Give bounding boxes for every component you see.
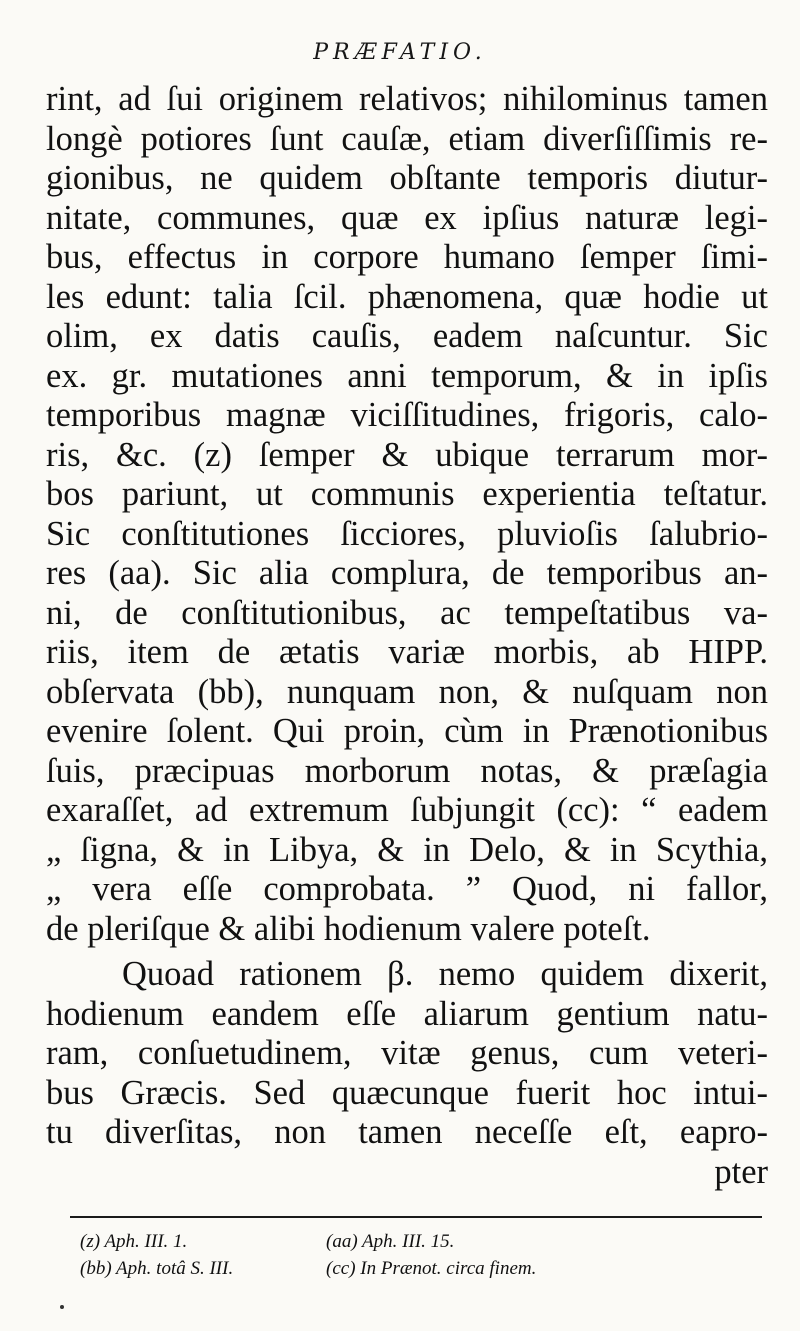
text-line: ris, &c. (z) ſemper & ubique terrarum mor- (46, 435, 768, 474)
footnote-right: (cc) In Prænot. circa finem. (326, 1258, 537, 1279)
footnotes (80, 1228, 760, 1282)
footnote-left: (z) Aph. III. 1. (80, 1231, 188, 1252)
text-line: gionibus, ne quidem obſtante temporis diutur- (46, 159, 768, 197)
text-line: nitate, communes, quæ ex ipſius naturæ legi- (46, 198, 768, 237)
text-line: longè potiores ſunt cauſæ, etiam diverſiſſimis re- (46, 119, 768, 158)
text-line: res (aa). Sic alia complura, de temporibus an- (46, 554, 768, 592)
text-line: „ vera eſſe comprobata. ” Quod, ni fallor, (46, 870, 768, 908)
running-head: PRÆFATIO. (313, 40, 487, 65)
text-line: hodienum eandem eſſe aliarum gentium natu- (46, 994, 768, 1033)
text-line: ſuis, præcipuas morborum notas, & præſagia (46, 751, 768, 790)
text-line: les edunt: talia ſcil. phænomena, quæ hodie ut (46, 277, 768, 316)
footnote-row (80, 1228, 760, 1255)
text-line: Quoad rationem β. nemo quidem dixerit, (122, 955, 768, 993)
text-line: tu diverſitas, non tamen neceſſe eſt, eapro- (46, 1113, 768, 1151)
footnote-row (80, 1255, 760, 1282)
text-line: obſervata (bb), nunquam non, & nuſquam non (46, 672, 768, 711)
text-line: ram, conſuetudinem, vitæ genus, cum veteri- (46, 1034, 768, 1072)
text-line: ex. gr. mutationes anni temporum, & in ipſis (46, 356, 768, 395)
text-line: olim, ex datis cauſis, eadem naſcuntur. Sic (46, 317, 768, 355)
text-line: pter (714, 1152, 768, 1191)
text-line: „ ſigna, & in Libya, & in Delo, & in Scythia, (46, 830, 768, 869)
footnote-right: (aa) Aph. III. 15. (326, 1231, 455, 1252)
text-line: bos pariunt, ut communis experientia teſtatur. (46, 475, 768, 513)
text-line: temporibus magnæ viciſſitudines, frigoris, calo- (46, 396, 768, 434)
text-line: riis, item de ætatis variæ morbis, ab HIPP. (46, 633, 768, 671)
ink-speck (60, 1305, 64, 1309)
text-line: de pleriſque & alibi hodienum valere poteſt. (46, 909, 651, 948)
text-line: evenire ſolent. Qui proin, cùm in Prænotionibus (46, 712, 768, 750)
text-line: rint, ad ſui originem relativos; nihilominus tamen (46, 80, 768, 118)
text-line: Sic conſtitutiones ſicciores, pluvioſis ſalubrio- (46, 514, 768, 553)
text-line: bus Græcis. Sed quæcunque fuerit hoc intui- (46, 1073, 768, 1112)
body-text (46, 80, 768, 1192)
text-line: ni, de conſtitutionibus, ac tempeſtatibus va- (46, 593, 768, 632)
text-line: bus, effectus in corpore humano ſemper ſimi- (46, 238, 768, 276)
footnote-rule (70, 1216, 762, 1218)
text-line: exaraſſet, ad extremum ſubjungit (cc): “ eadem (46, 791, 768, 829)
footnote-left: (bb) Aph. totâ S. III. (80, 1258, 234, 1279)
